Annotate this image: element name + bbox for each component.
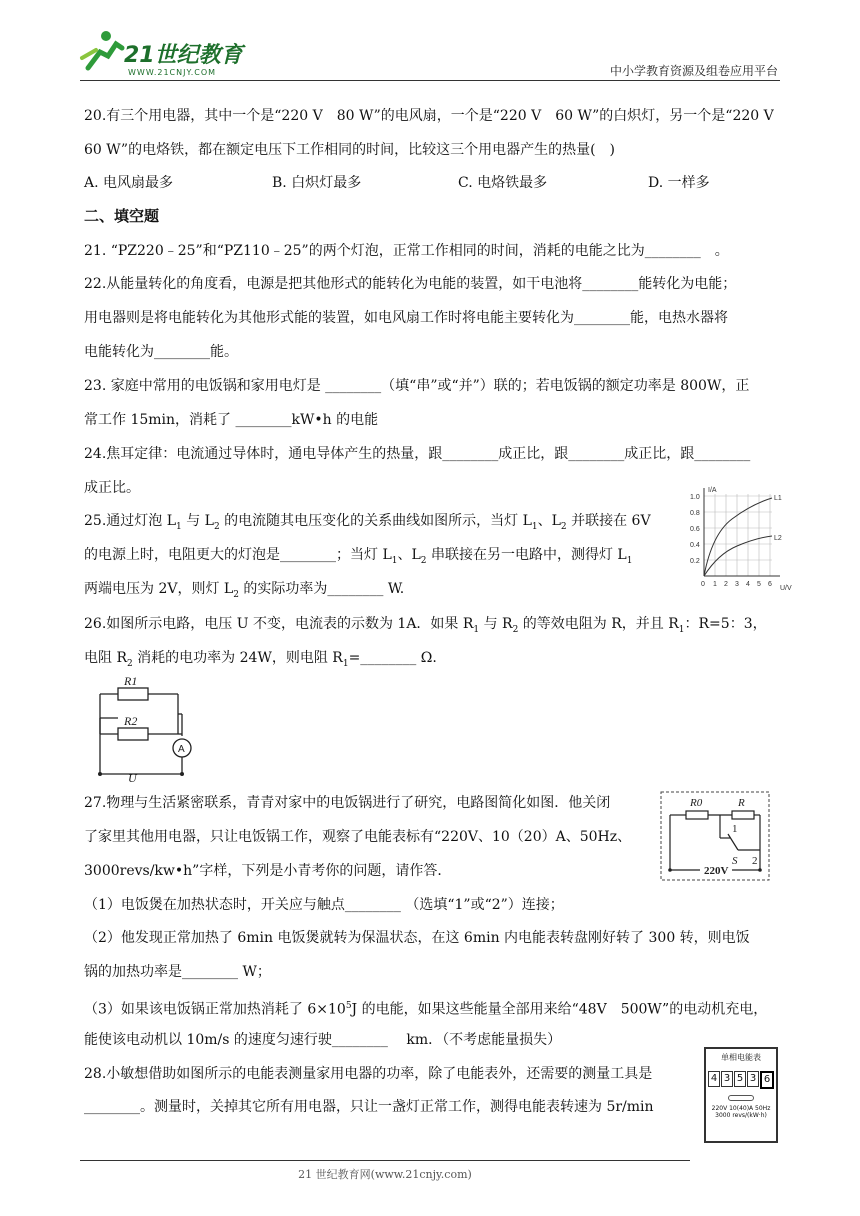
- q20-option-a: A. 电风扇最多: [84, 175, 174, 191]
- q20-line2: 60 W”的电烙铁，都在额定电压下工作相同的时间，比较这三个用电器产生的热量( ): [84, 142, 615, 158]
- svg-text:U/V: U/V: [780, 585, 792, 592]
- q26-line2: 电阻 $R_2$ 消耗的电功率为 24W，则电阻 $R_1=\_\_\_\_\_\_\_\_$ Ω.: [84, 650, 437, 669]
- svg-text:220V: 220V: [704, 865, 729, 877]
- svg-text:R1: R1: [124, 674, 138, 688]
- q27-part3a: （3）如果该电饭锅正常加热消耗了 $6\times 10^5J$ 的电能，如果这些能量全部用来给“48V 500W”的电动机充电，: [84, 1001, 768, 1018]
- svg-text:1: 1: [713, 581, 717, 588]
- q20-option-b: B. 白炽灯最多: [272, 175, 362, 191]
- q22-line1: 22.从能量转化的角度看，电源是把其他形式的能转化为电能的装置，如干电池将________能转化为电能；: [84, 276, 737, 292]
- meter-digit: 3: [747, 1071, 759, 1087]
- logo-url: WWW.21CNJY.COM: [128, 68, 217, 77]
- svg-text:4: 4: [746, 581, 750, 588]
- svg-text:6: 6: [768, 581, 772, 588]
- logo-title: 21世纪教育: [124, 43, 243, 68]
- q25-line3: 两端电压为 2V，则灯 $L_2$ 的实际功率为________ W.: [84, 581, 405, 600]
- curve-l1: [704, 498, 772, 576]
- svg-text:R: R: [738, 797, 745, 809]
- q26-line1: 26.如图所示电路，电压 U 不变，电流表的示数为 1A．如果 $R_1$ 与 $R_2$ 的等效电阻为 R，并且 $R_1$：R=5：3，: [84, 616, 767, 635]
- meter-digit: 3: [721, 1071, 733, 1087]
- energy-meter-figure: [704, 1047, 778, 1143]
- footer-divider: [80, 1160, 690, 1161]
- meter-spec1: 220V 10(40)A 50Hz: [711, 1105, 771, 1112]
- meter-digits: [706, 1071, 776, 1089]
- meter-disc: [728, 1095, 754, 1101]
- q21-text: 21. “PZ220﹣25”和“PZ110﹣25”的两个灯泡，正常工作相同的时间，消耗的电能之比为________ 。: [84, 243, 729, 259]
- q20-option-d: D. 一样多: [648, 175, 710, 191]
- q27-line1: 27.物理与生活紧密联系，青青对家中的电饭锅进行了研究，电路图简化如图．他关闭: [84, 795, 611, 811]
- svg-text:L2: L2: [774, 535, 782, 542]
- q22-line2: 用电器则是将电能转化为其他形式能的装置，如电风扇工作时将电能主要转化为________能，电热水器将: [84, 310, 728, 326]
- svg-text:S: S: [732, 855, 738, 867]
- footer-text: 21 世纪教育网(www.21cnjy.com): [298, 1168, 472, 1181]
- svg-text:2: 2: [724, 581, 728, 588]
- meter-digit: 5: [734, 1071, 746, 1087]
- q20-option-c: C. 电烙铁最多: [458, 175, 548, 191]
- q23-line1: 23. 家庭中常用的电饭锅和家用电灯是 ________（填“串”或“并”）联的；若电饭锅的额定功率是 800W，正: [84, 378, 750, 394]
- parallel-circuit-figure: [78, 674, 278, 786]
- meter-spec2: 3000 revs/(kW·h): [715, 1112, 767, 1119]
- section-heading: 二、填空题: [84, 207, 160, 225]
- svg-text:I/A: I/A: [708, 487, 717, 494]
- svg-text:L1: L1: [774, 495, 782, 502]
- q27-line3: 3000revs/kw•h”字样，下列是小青考你的问题，请作答．: [84, 863, 452, 879]
- svg-text:3: 3: [735, 581, 739, 588]
- q22-line3: 电能转化为________能。: [84, 344, 238, 360]
- q27-part3b: 能使该电动机以 10m/s 的速度匀速行驶________ km．（不考虑能量损失）: [84, 1032, 562, 1048]
- header-divider: [80, 80, 780, 81]
- svg-text:0.6: 0.6: [690, 526, 700, 533]
- svg-text:U: U: [128, 771, 137, 785]
- svg-text:A: A: [178, 744, 185, 755]
- platform-name: 中小学教育资源及组卷应用平台: [609, 64, 778, 78]
- meter-title: 单相电能表: [721, 1053, 761, 1062]
- iu-curve-figure: [682, 484, 794, 596]
- q27-part2b: 锅的加热功率是________ W；: [84, 964, 271, 980]
- q20-line1: 20.有三个用电器，其中一个是“220 V 80 W”的电风扇，一个是“220 V 60 W”的白炽灯，另一个是“220 V: [84, 108, 774, 124]
- q25-line2: 的电源上时，电阻更大的灯泡是________；当灯 $L_1$、$L_2$ 串联接在另一电路中，测得灯 $L_1$: [84, 547, 633, 566]
- svg-text:1.0: 1.0: [690, 494, 700, 501]
- runner-icon: [78, 28, 128, 72]
- q28-line1: 28.小敏想借助如图所示的电能表测量家用电器的功率，除了电能表外，还需要的测量工具是: [84, 1066, 653, 1082]
- q28-line2: ________。测量时，关掉其它所有用电器，只让一盏灯正常工作，测得电能表转速为 5r/min: [84, 1099, 654, 1115]
- q27-line2: 了家里其他用电器，只让电饭锅工作，观察了电能表标有“220V、10（20）A、50Hz、: [84, 829, 632, 845]
- q23-line2: 常工作 15min，消耗了 ________kW•h 的电能: [84, 412, 379, 428]
- q24-line1: 24.焦耳定律：电流通过导体时，通电导体产生的热量，跟________成正比，跟________成正比，跟________: [84, 446, 751, 462]
- svg-text:1: 1: [732, 823, 738, 835]
- svg-text:0.2: 0.2: [690, 558, 700, 565]
- meter-digit: 6: [760, 1071, 774, 1089]
- meter-digit: 4: [708, 1071, 720, 1087]
- q27-part1: （1）电饭煲在加热状态时，开关应与触点________ （选填“1”或“2”）连接；: [84, 897, 564, 913]
- svg-text:2: 2: [752, 855, 758, 867]
- svg-text:R0: R0: [690, 797, 703, 809]
- svg-text:0.4: 0.4: [690, 542, 700, 549]
- q24-line2: 成正比。: [84, 480, 140, 496]
- svg-text:R2: R2: [124, 714, 138, 728]
- rice-cooker-circuit-figure: [660, 790, 772, 882]
- site-logo: [78, 28, 258, 80]
- svg-text:5: 5: [757, 581, 761, 588]
- q27-part2a: （2）他发现正常加热了 6min 电饭煲就转为保温状态，在这 6min 内电能表转盘刚好转了 300 转，则电饭: [84, 930, 750, 946]
- svg-text:0.8: 0.8: [690, 510, 700, 517]
- q25-line1: 25.通过灯泡 $L_1$ 与 $L_2$ 的电流随其电压变化的关系曲线如图所示，当灯 $L_1$、$L_2$ 并联接在 6V: [84, 513, 651, 532]
- svg-text:0: 0: [701, 581, 705, 588]
